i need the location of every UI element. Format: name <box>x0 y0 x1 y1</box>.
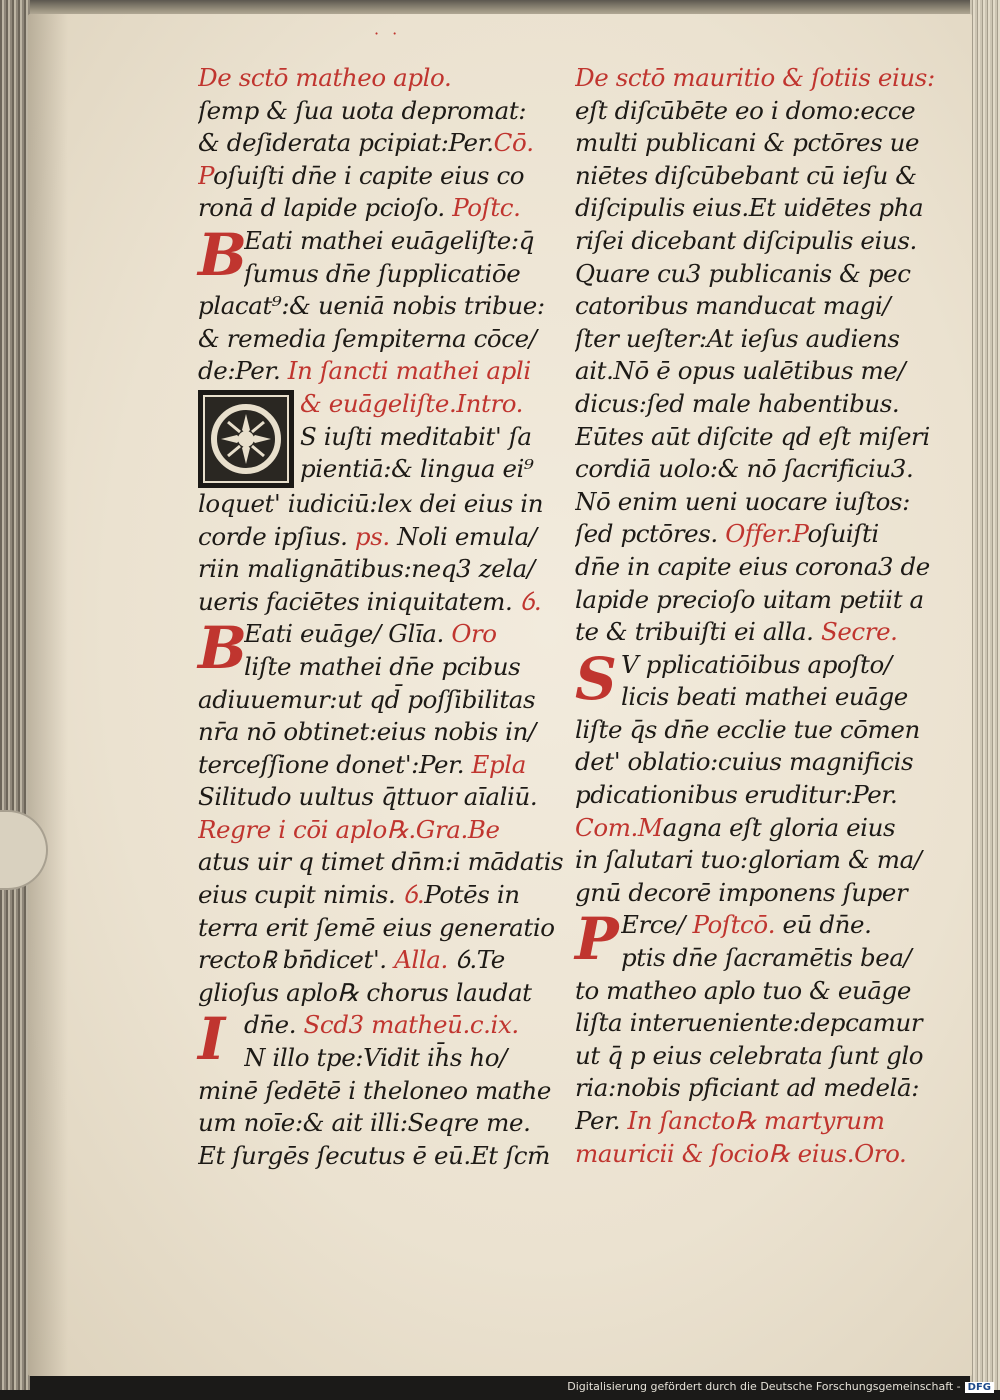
text-line: loquet' iudiciū:lex dei eius in <box>198 488 544 518</box>
text-line: recto℞ bn̄dicet'. Alla. ỽ.Te <box>198 945 505 975</box>
footer-text: Digitalisierung gefördert durch die Deutsche Forschungsgemeinschaft - <box>567 1380 961 1393</box>
left-running-header: De sctō matheo aplo. <box>198 63 452 92</box>
text-line: to matheo aplo tuo & euāge <box>575 975 911 1005</box>
drop-cap-b2: B <box>198 614 247 683</box>
text-line: S iuſti meditabit' ſa <box>300 421 532 451</box>
text-line: Nō enim ueni uocare iuſtos: <box>575 486 910 516</box>
text-line: N illo tpe:Vidit ih̄s ho/ <box>244 1043 507 1073</box>
initial-block-i <box>198 1005 570 1074</box>
text-line: ptis dn̄e ſacramētis bea/ <box>621 943 912 973</box>
text-line: diſcipulis eius.Et uidētes pha <box>575 193 924 223</box>
text-line: terceſſione donet':Per. Epla <box>198 749 526 779</box>
initial-block-b2 <box>198 614 570 683</box>
top-red-mark: · · <box>374 24 402 43</box>
book-left-edge <box>0 0 30 1390</box>
text-line: adiuuemur:ut qd̄ poſſibilitas <box>198 684 536 714</box>
text-line: catoribus manducat magi/ <box>575 291 891 321</box>
text-line: riſei dicebant diſcipulis eius. <box>575 225 917 255</box>
text-line: pdicationibus eruditur:Per. <box>575 780 898 810</box>
text-line: & deſiderata pcipiat:Per.Cō. <box>198 128 534 158</box>
text-line: dn̄e. Scd3 matheū.c.ix. <box>244 1010 519 1040</box>
dfg-logo: DFG <box>965 1382 994 1393</box>
text-line: Poſuiſti dn̄e i capite eius co <box>198 160 525 190</box>
text-line: multi publicani & pctōres ue <box>575 128 920 158</box>
initial-block-b <box>198 220 570 290</box>
right-column <box>575 62 965 1170</box>
text-line: & euāgeliſte.Intro. <box>300 388 524 418</box>
drop-cap-b: B <box>198 220 247 289</box>
text-line: corde ipſius. ps. Noli emula/ <box>198 521 537 551</box>
text-line: Silitudo uultus q̄ttuor aīaliū. <box>198 782 538 812</box>
text-line: & remedia ſempiterna cōce/ <box>198 323 537 353</box>
text-line: te & tribuiſti ei alla. Secre. <box>575 617 898 647</box>
text-line: ueris faciētes iniquitatem. ỽ. <box>198 586 542 616</box>
text-line: ait.Nō ē opus ualētibus me/ <box>575 356 906 386</box>
text-line: riin malignātibus:neq3 zela/ <box>198 554 535 584</box>
digitization-footer <box>567 1380 994 1396</box>
page-gutter-shadow <box>28 14 68 1376</box>
text-line: ſumus dn̄e ſupplicatiōe <box>244 258 521 288</box>
text-line: atus uir q timet dn̄m:i mādatis <box>198 847 564 877</box>
text-line: lapide precioſo uitam petiit a <box>575 584 924 614</box>
text-line: liſta interueniente:depcamur <box>575 1008 923 1038</box>
text-line: ut q̄ p eius celebrata ſunt glo <box>575 1040 924 1070</box>
text-line: dicus:ſed male habentibus. <box>575 388 900 418</box>
initial-block-s <box>575 644 965 714</box>
text-line: mauricii & ſocio℞ eius.Oro. <box>575 1138 907 1168</box>
text-line: in ſalutari tuo:gloriam & ma/ <box>575 845 922 875</box>
text-line: niētes diſcūbebant cū ieſu & <box>575 160 917 190</box>
woodcut-initial-o <box>198 390 294 488</box>
text-line: terra erit ſemē eius generatio <box>198 912 555 942</box>
text-line: Com.Magna eſt gloria eius <box>575 812 896 842</box>
text-line: pientiā:& lingua ei⁹ <box>300 454 534 484</box>
text-line: det' oblatio:cuius magnificis <box>575 747 914 777</box>
drop-cap-s: S <box>575 644 617 713</box>
initial-block-p <box>575 905 965 974</box>
text-line: eſt diſcūbēte eo i domo:ecce <box>575 95 916 125</box>
book-right-edge <box>970 0 1000 1390</box>
left-column <box>198 62 570 1172</box>
text-line: eius cupit nimis. ỽ.Potēs in <box>198 880 520 910</box>
text-line: ria:nobis pficiant ad medelā: <box>575 1073 920 1103</box>
text-line: ronā d lapide pcioſo. Poſtc. <box>198 193 521 223</box>
text-line: ſter ueſter:At ieſus audiens <box>575 323 900 353</box>
text-line: Per. In ſancto℞ martyrum <box>575 1106 885 1135</box>
right-running-header: De sctō mauritio & ſotiis eius: <box>575 63 935 92</box>
text-line: minē ſedētē i theloneo mathe <box>198 1075 551 1105</box>
text-line: Erce/ Poſtcō. eū dn̄e. <box>621 910 872 940</box>
text-line: V pplicatiōibus apoſto/ <box>621 649 892 679</box>
text-line: ſed pctōres. Offer.Poſuiſti <box>575 519 879 549</box>
text-line: Eati euāge/ Glīa. Oro <box>244 619 497 649</box>
text-line: nr̄a nō obtinet:eius nobis in/ <box>198 717 536 747</box>
text-line: dn̄e in capite eius corona3 de <box>575 551 930 581</box>
text-line: placat⁹:& ueniā nobis tribue: <box>198 291 545 321</box>
woodcut-initial-block <box>198 388 570 488</box>
text-line: um noīe:& ait illi:Seqre me. <box>198 1108 531 1138</box>
text-line: liſte q̄s dn̄e ecclie tue cōmen <box>575 714 920 744</box>
text-line: Eati mathei euāgeliſte:q̄ <box>244 225 535 255</box>
text-line: Et ſurgēs ſecutus ē eū.Et ſcm̄ <box>198 1140 550 1170</box>
drop-cap-i: I <box>198 1005 225 1074</box>
text-line: Eūtes aūt diſcite qd eſt miſeri <box>575 421 930 451</box>
text-line: Regre i cōi aplo℞.Gra.Be <box>198 814 500 844</box>
text-line: Quare cu3 publicanis & pec <box>575 258 911 288</box>
text-line: de:Per. In ſancti mathei apli <box>198 356 531 386</box>
text-line: glioſus aplo℞ chorus laudat <box>198 977 532 1007</box>
text-line: liſte mathei dn̄e pcibus <box>244 651 521 681</box>
text-line: gnū decorē imponens ſuper <box>575 877 908 907</box>
drop-cap-p: P <box>575 905 619 974</box>
text-line: licis beati mathei euāge <box>621 682 908 712</box>
text-line: cordiā uolo:& nō ſacrificiu3. <box>575 454 914 484</box>
text-line: ſemp & ſua uota depromat: <box>198 95 527 125</box>
